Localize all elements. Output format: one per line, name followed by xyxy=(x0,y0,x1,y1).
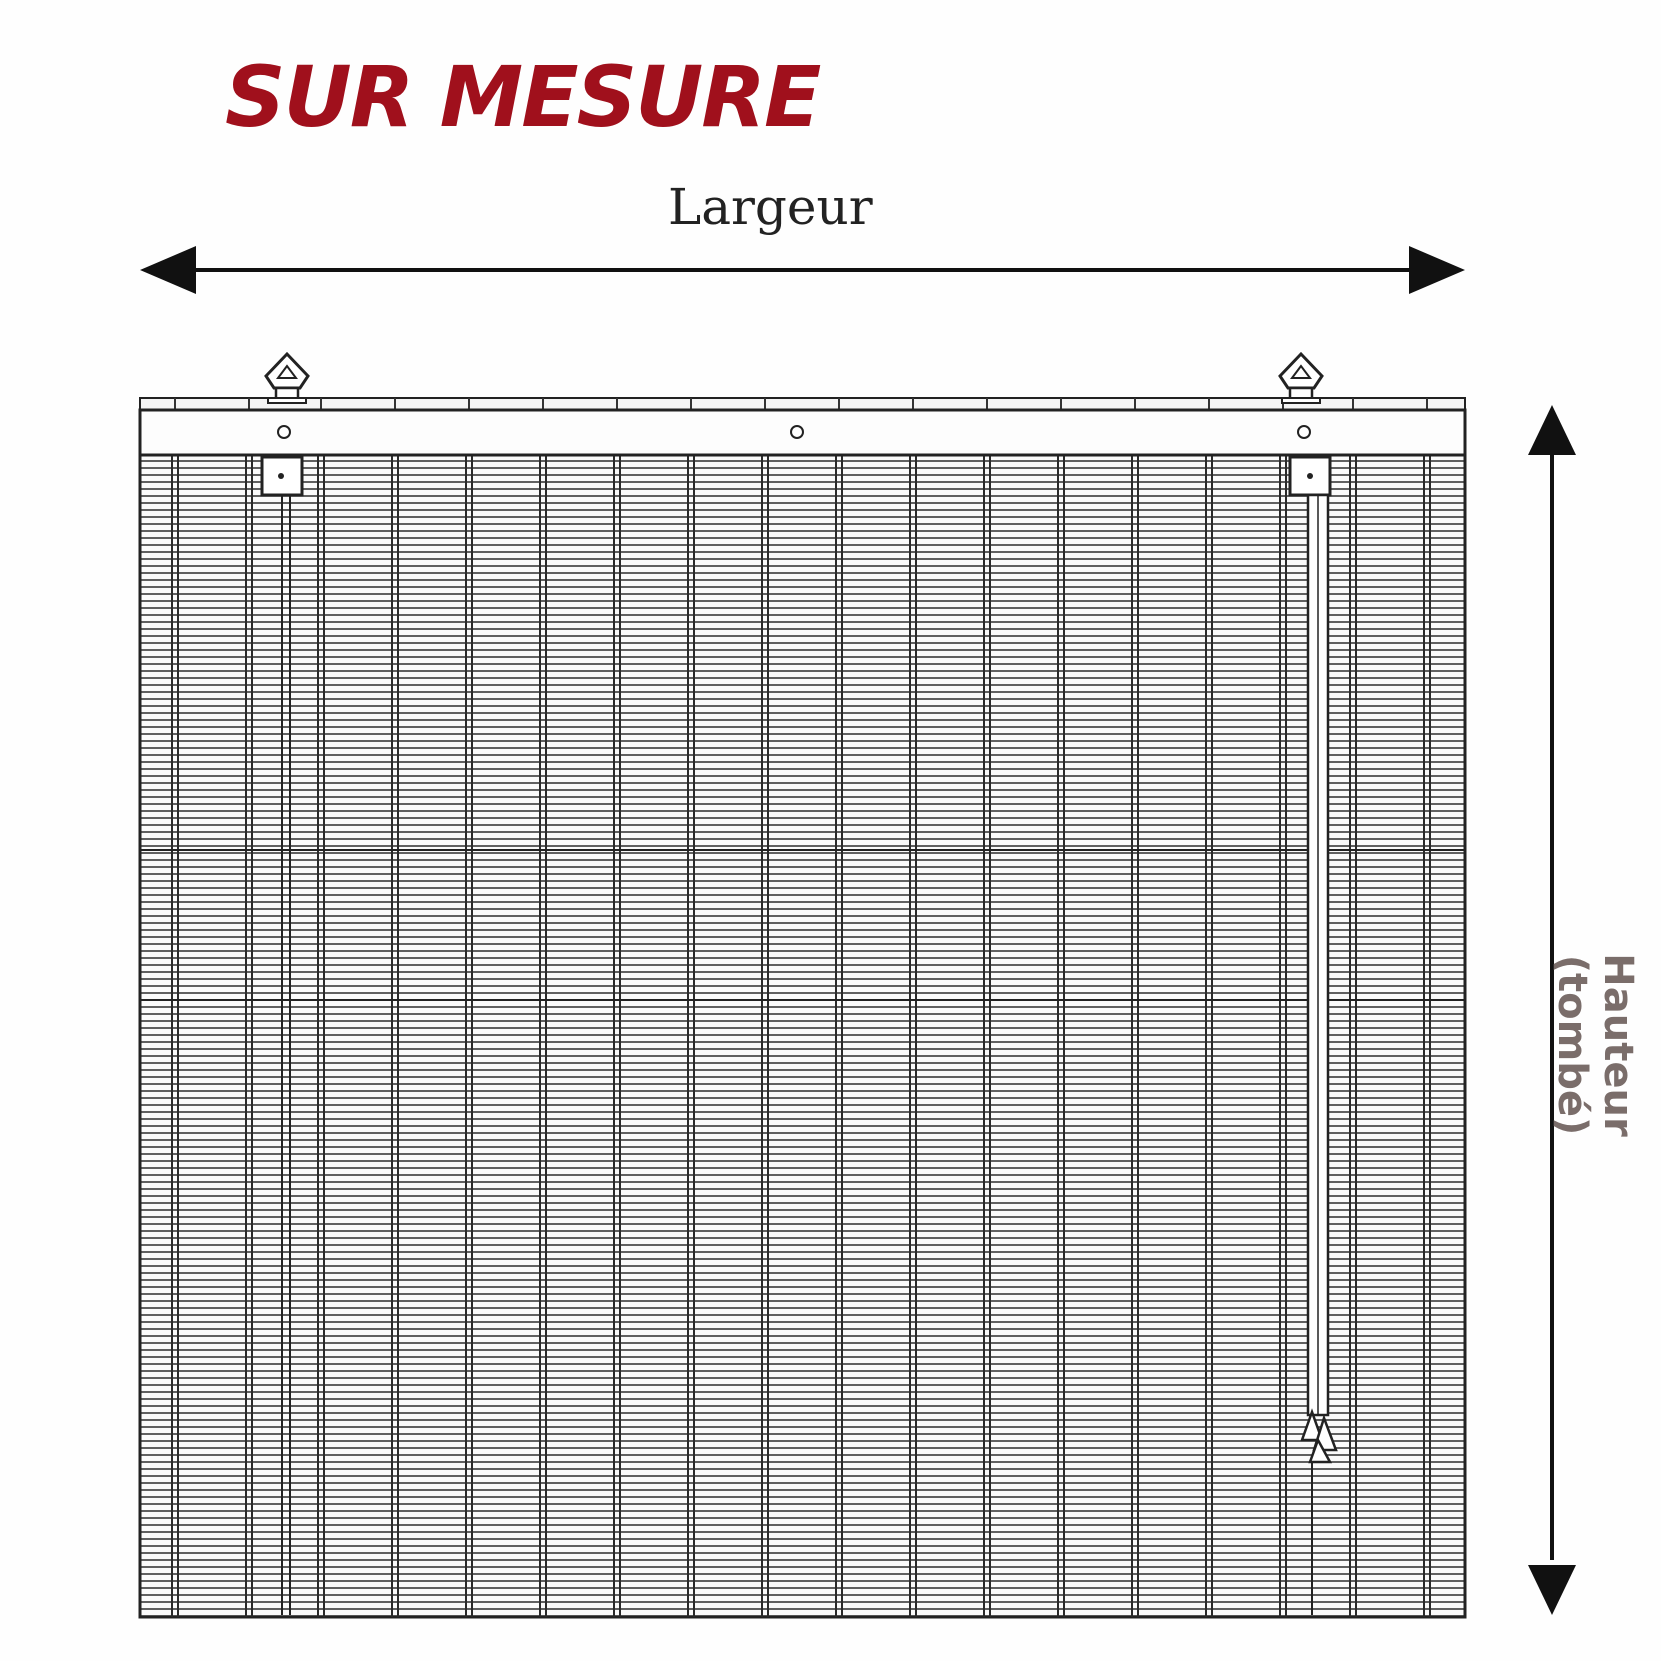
width-label: Largeur xyxy=(668,178,873,236)
height-label-text xyxy=(1549,953,1641,1136)
height-label-line2: (tombé) xyxy=(1549,954,1595,1136)
head-rail xyxy=(140,398,1465,455)
right-hook xyxy=(1280,354,1322,403)
blind-panel xyxy=(140,455,1465,1617)
height-label-line1: Hauteur xyxy=(1595,953,1641,1137)
left-hook xyxy=(266,354,308,403)
title-heading: SUR MESURE xyxy=(225,48,820,146)
width-arrow xyxy=(140,246,1465,294)
